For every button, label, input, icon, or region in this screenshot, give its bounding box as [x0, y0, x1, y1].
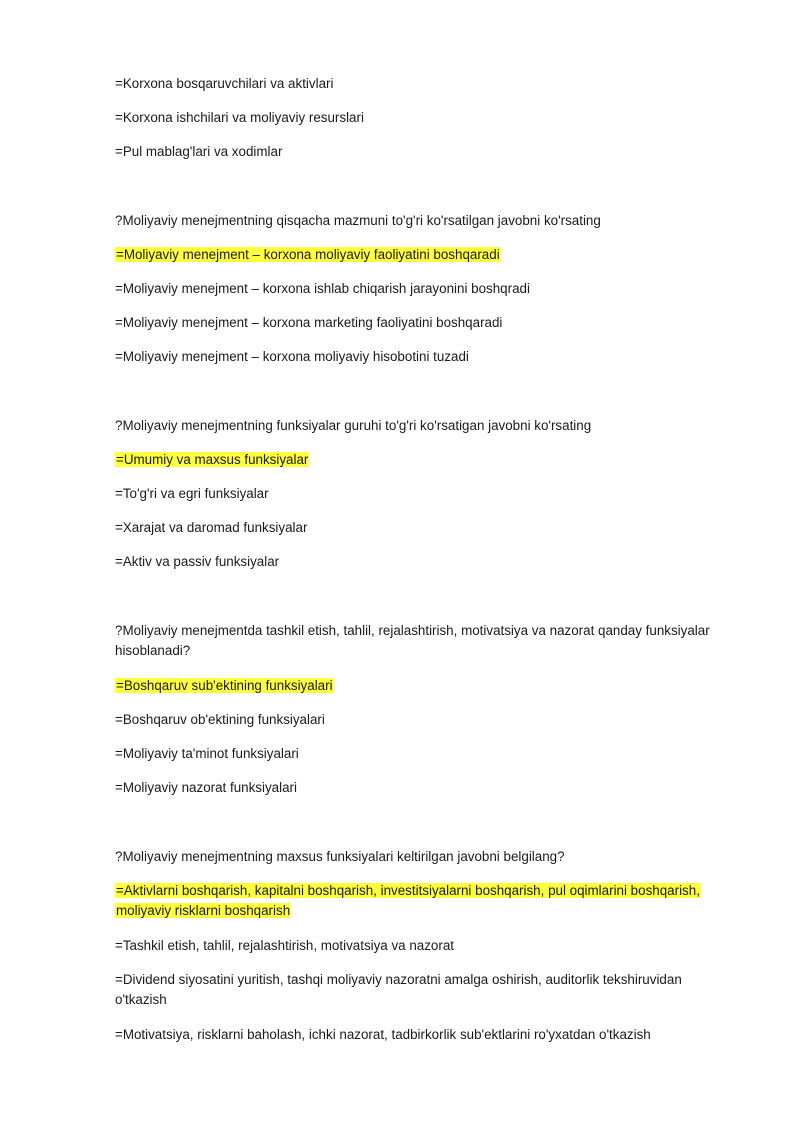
answer-option: =Pul mablag'lari va xodimlar [115, 144, 283, 159]
question: ?Moliyaviy menejmentning qisqacha mazmuni to'g'ri ko'rsatilgan javobni ko'rsating [115, 213, 601, 228]
answer-option: =Dividend siyosatini yuritish, tashqi moliyaviy nazoratni amalga oshirish, auditorlik tekshiruvidan o'tkazish [115, 972, 682, 1007]
answer-option: =Moliyaviy menejment – korxona moliyaviy hisobotini tuzadi [115, 349, 469, 364]
answer-highlight: =Moliyaviy menejment – korxona moliyaviy faoliyatini boshqaradi [116, 247, 500, 262]
answer-option: =Moliyaviy menejment – korxona ishlab chiqarish jarayonini boshqradi [115, 281, 530, 296]
answer-option: =Moliyaviy ta'minot funksiyalari [115, 746, 299, 761]
answer-option: =Xarajat va daromad funksiyalar [115, 520, 308, 535]
answer-option: =Moliyaviy menejment – korxona marketing faoliyatini boshqaradi [115, 315, 503, 330]
answer-option: =Aktiv va passiv funksiyalar [115, 554, 280, 569]
answer-option: =Motivatsiya, risklarni baholash, ichki nazorat, tadbirkorlik sub'ektlarini ro'yxatdan o'tkazish [115, 1027, 651, 1042]
answer-option: =Tashkil etish, tahlil, rejalashtirish, motivatsiya va nazorat [115, 938, 455, 953]
correct-answer-option [115, 450, 725, 470]
answer-option: =Korxona ishchilari va moliyaviy resurslari [115, 110, 364, 125]
correct-answer-option [115, 676, 725, 696]
question: ?Moliyaviy menejmentda tashkil etish, tahlil, rejalashtirish, motivatsiya va nazorat qanday funksiyalar hisoblanadi? [115, 623, 710, 658]
correct-answer-option [115, 245, 725, 265]
answer-option: =Boshqaruv ob'ektining funksiyalari [115, 712, 325, 727]
answer-option: =To'g'ri va egri funksiyalar [115, 486, 269, 501]
question: ?Moliyaviy menejmentning maxsus funksiyalari keltirilgan javobni belgilang? [115, 849, 565, 864]
answer-highlight: =Umumiy va maxsus funksiyalar [116, 452, 309, 467]
answer-option: =Korxona bosqaruvchilari va aktivlari [115, 76, 334, 91]
correct-answer-option [115, 881, 725, 921]
question: ?Moliyaviy menejmentning funksiyalar guruhi to'g'ri ko'rsatigan javobni ko'rsating [115, 418, 592, 433]
answer-highlight: =Boshqaruv sub'ektining funksiyalari [116, 678, 333, 693]
answer-highlight: =Aktivlarni boshqarish, kapitalni boshqarish, investitsiyalarni boshqarish, pul oqimlarini boshqarish, moliyaviy risklarni boshqarish [116, 883, 700, 918]
answer-option: =Moliyaviy nazorat funksiyalari [115, 780, 297, 795]
